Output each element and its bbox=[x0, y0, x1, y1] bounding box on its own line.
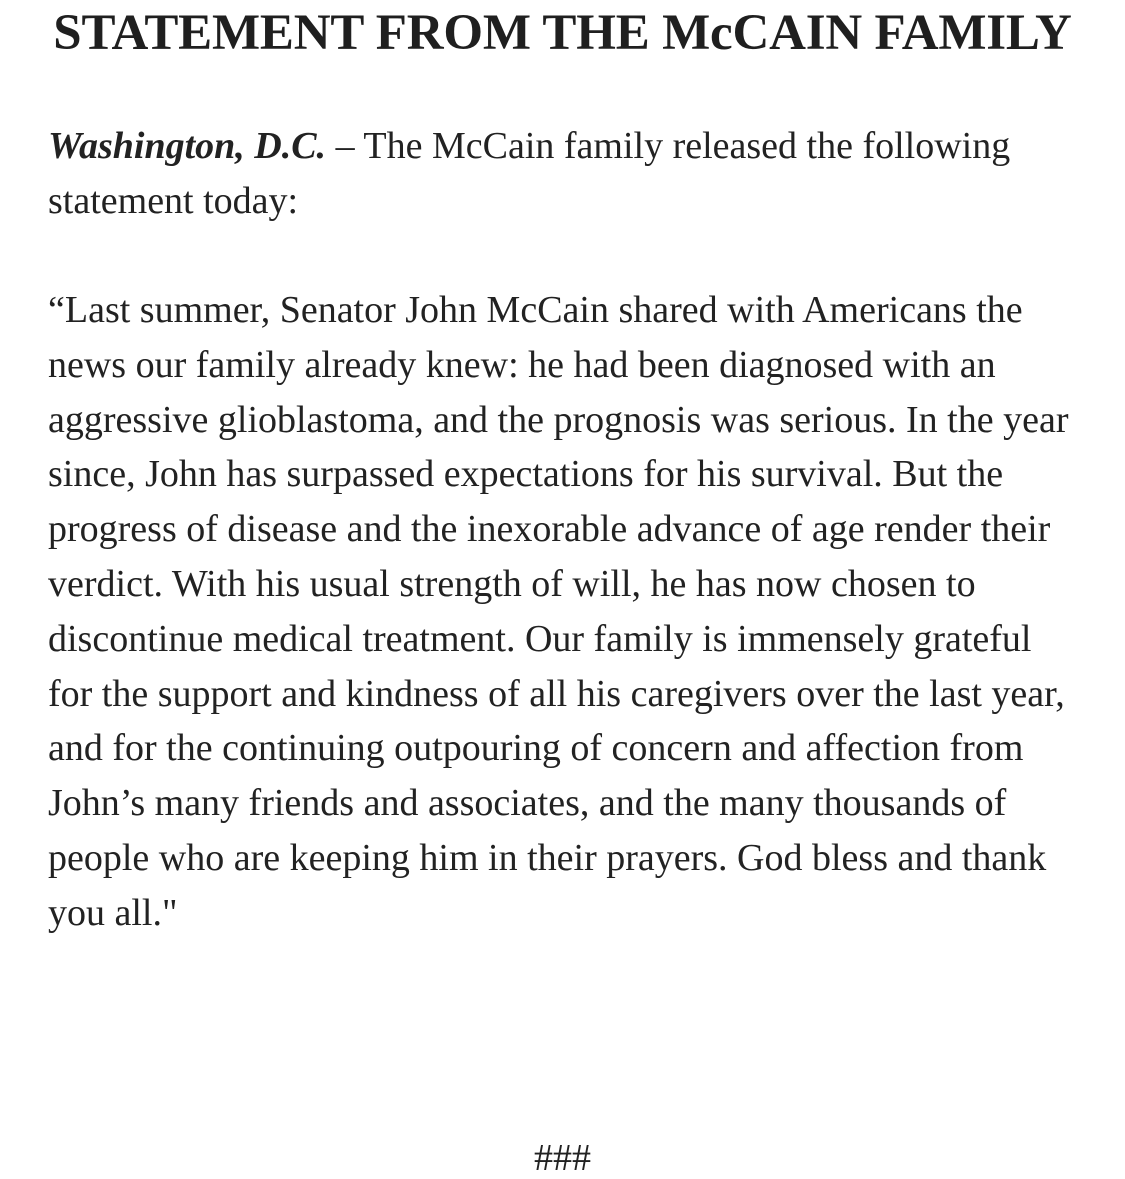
dateline: Washington, D.C. bbox=[48, 125, 327, 167]
statement-title: STATEMENT FROM THE McCAIN FAMILY bbox=[53, 5, 1072, 61]
intro-text: – The McCain family released the following statement today: bbox=[48, 125, 1011, 222]
intro-paragraph bbox=[48, 119, 1077, 229]
end-mark: ### bbox=[534, 1137, 591, 1179]
statement-body: “Last summer, Senator John McCain shared with Americans the news our family already knew: he had been diagnosed with an aggressive glioblastoma, and the prognosis was serious. In the year since, John has surpassed expectations for his survival. But the progress of disease and the inexorable advance of age render their verdict. With his usual strength of will, he has now chosen to discontinue medical treatment. Our family is immensely grateful for the support and kindness of all his caregivers over the last year, and for the continuing outpouring of concern and affection from John’s many friends and associates, and the many thousands of people who are keeping him in their prayers. God bless and thank you all." bbox=[48, 289, 1069, 934]
